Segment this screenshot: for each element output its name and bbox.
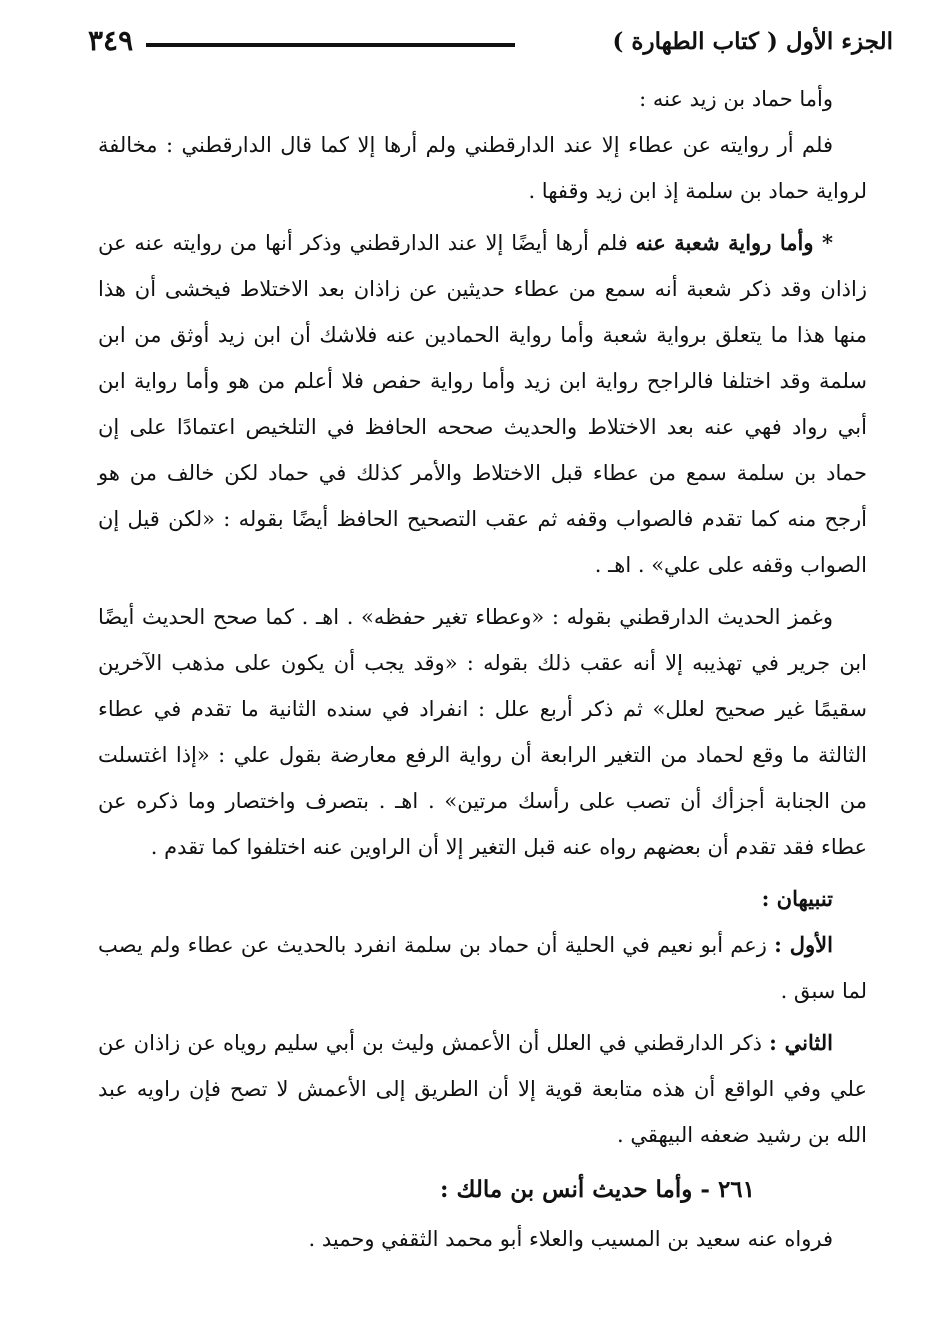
header-title: الجزء الأول ( كتاب الطهارة ) bbox=[612, 28, 893, 55]
note-first bbox=[98, 922, 867, 1014]
note-text: زعم أبو نعيم في الحلية أن حماد بن سلمة انفرد بالحديث عن عطاء ولم يصب لما سبق . bbox=[98, 933, 867, 1003]
note-text: ذكر الدارقطني في العلل أن الأعمش وليث بن أبي سليم روياه عن زاذان عن علي وفي الواقع أن هذه متابعة قوية إلا أن الطريق إلى الأعمش لا تصح فإن راويه عبد الله بن رشيد ضعفه البيهقي . bbox=[98, 1031, 867, 1147]
paragraph-anas-narrators bbox=[98, 1216, 867, 1262]
section-heading-anas: ٢٦١ - وأما حديث أنس بن مالك : bbox=[440, 1176, 755, 1203]
header-rule bbox=[146, 43, 515, 47]
paragraph-shuba-narration bbox=[98, 220, 867, 588]
paragraph-hammad-ibn-zayd bbox=[98, 76, 867, 122]
paragraph-text: فلم أرها أيضًا إلا عند الدارقطني وذكر أنها من روايته عنه عن زاذان وقد ذكر شعبة أنه سمع من عطاء حديثين عن زاذان بعد الاختلاط فيخشى أن هذا منها هذا ما يتعلق برواية شعبة وأما رواية الحمادين عنه فلاشك أن ابن زيد أوثق من ابن سلمة وقد اختلفا فالراجح رواية ابن زيد وأما رواية حفص فلا أعلم من هو وأما رواية ابن أبي رواد فهي عنه بعد الاختلاط والحديث صححه الحافظ في التلخيص اعتمادًا على إن حماد بن سلمة سمع من عطاء قبل الاختلاط والأمر كذلك في حماد لكن خالف من هو أرجح منه كما تقدم فالصواب وقفه ثم عقب التصحيح الحافظ أيضًا بقوله : «لكن قيل إن الصواب وقفه على علي» . اهـ . bbox=[98, 231, 867, 577]
page-body bbox=[98, 76, 867, 1262]
paragraph-darqutni-criticism bbox=[98, 594, 867, 870]
running-header bbox=[88, 24, 893, 64]
note-label: الأول : bbox=[774, 932, 833, 957]
page-number: ٣٤٩ bbox=[88, 24, 134, 57]
paragraph-text: وغمز الحديث الدارقطني بقوله : «وعطاء تغير حفظه» . اهـ . كما صحح الحديث أيضًا ابن جرير في تهذيبه إلا أنه عقب ذلك بقوله : «وقد يجب أن يكون على مذهب الآخرين سقيمًا غير صحيح لعلل» ثم ذكر أربع علل : انفراد في سنده الثانية ما تقدم في عطاء الثالثة ما وقع لحماد من التغير الرابعة أن رواية الرفع معارضة بقول علي : «إذا اغتسلت من الجنابة أجزأك أن تصب على رأسك مرتين» . اهـ . بتصرف واختصار وما ذكره عن عطاء فقد تقدم أن بعضهم رواه عنه قبل التغير إلا أن الراوين عنه اختلفوا كما تقدم . bbox=[98, 605, 867, 859]
paragraph-text: فلم أر روايته عن عطاء إلا عند الدارقطني ولم أرها إلا كما قال الدارقطني : مخالفة لرواية حماد بن سلمة إذ ابن زيد وقفها . bbox=[98, 133, 867, 203]
paragraph-darqutni-discrepancy bbox=[98, 122, 867, 214]
note-label: الثاني : bbox=[769, 1030, 833, 1055]
paragraph-text: فرواه عنه سعيد بن المسيب والعلاء أبو محمد الثقفي وحميد . bbox=[308, 1227, 833, 1251]
paragraph-text: وأما حماد بن زيد عنه : bbox=[639, 87, 833, 111]
notes-heading: تنبيهان : bbox=[761, 886, 833, 911]
note-second bbox=[98, 1020, 867, 1158]
bold-lead-phrase: * وأما رواية شعبة عنه bbox=[635, 230, 833, 255]
